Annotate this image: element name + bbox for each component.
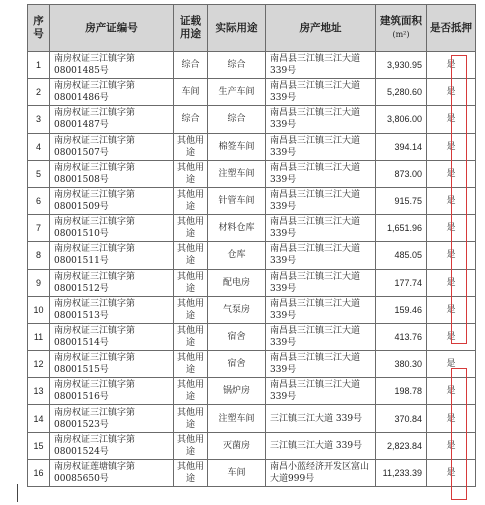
mortgaged-value: 是 (446, 331, 456, 342)
actual-use: 灭菌房 (208, 432, 266, 459)
actual-use: 生产车间 (208, 79, 266, 106)
floor-area: 394.14 (376, 133, 427, 160)
header-area (376, 5, 427, 52)
row-number: 5 (28, 160, 50, 187)
cert-number: 南房权证莲塘镇字第00085650号 (50, 459, 174, 486)
cert-number: 南房权证三江镇字第08001510号 (50, 215, 174, 242)
property-address: 南昌县三江镇三江大道339号 (266, 160, 376, 187)
row-number: 10 (28, 296, 50, 323)
mortgaged-flag (427, 296, 476, 323)
cert-use: 其他用途 (174, 459, 208, 486)
cert-number: 南房权证三江镇字第08001508号 (50, 160, 174, 187)
cert-number: 南房权证三江镇字第08001509号 (50, 187, 174, 214)
table-row (28, 296, 476, 323)
property-address: 南昌县三江镇三江大道339号 (266, 52, 376, 79)
floor-area: 873.00 (376, 160, 427, 187)
cert-use: 综合 (174, 52, 208, 79)
table-row (28, 187, 476, 214)
row-number: 6 (28, 187, 50, 214)
actual-use: 注塑车间 (208, 160, 266, 187)
mortgaged-value: 是 (446, 304, 456, 315)
mortgaged-flag (427, 269, 476, 296)
mortgaged-flag (427, 459, 476, 486)
property-table (27, 4, 476, 487)
row-number: 8 (28, 242, 50, 269)
row-number: 4 (28, 133, 50, 160)
header-area-unit: (m²) (392, 30, 410, 39)
cert-number: 南房权证三江镇字第08001487号 (50, 106, 174, 133)
table-row (28, 215, 476, 242)
cert-number: 南房权证三江镇字第08001515号 (50, 351, 174, 378)
table-row (28, 269, 476, 296)
floor-area: 177.74 (376, 269, 427, 296)
floor-area: 5,280.60 (376, 79, 427, 106)
floor-area: 1,651.96 (376, 215, 427, 242)
row-number: 3 (28, 106, 50, 133)
actual-use: 配电房 (208, 269, 266, 296)
table-row (28, 351, 476, 378)
table-row (28, 378, 476, 405)
cert-number: 南房权证三江镇字第08001512号 (50, 269, 174, 296)
cert-number: 南房权证三江镇字第08001507号 (50, 133, 174, 160)
page-edge-mark (17, 484, 18, 502)
floor-area: 915.75 (376, 187, 427, 214)
row-number: 15 (28, 432, 50, 459)
actual-use: 气泵房 (208, 296, 266, 323)
header-seq: 序号 (28, 5, 50, 52)
header-address: 房产地址 (266, 5, 376, 52)
row-number: 12 (28, 351, 50, 378)
actual-use: 棉签车间 (208, 133, 266, 160)
mortgaged-value: 是 (446, 386, 456, 397)
property-address: 南昌县三江镇三江大道339号 (266, 215, 376, 242)
property-address: 南昌县三江镇三江大道339号 (266, 378, 376, 405)
header-actual-use: 实际用途 (208, 5, 266, 52)
mortgaged-flag (427, 432, 476, 459)
actual-use: 综合 (208, 106, 266, 133)
table-body (28, 52, 476, 487)
floor-area: 2,823.84 (376, 432, 427, 459)
mortgaged-value: 是 (446, 196, 456, 207)
actual-use: 针管车间 (208, 187, 266, 214)
row-number: 2 (28, 79, 50, 106)
property-address: 南昌县三江镇三江大道339号 (266, 242, 376, 269)
cert-use: 其他用途 (174, 432, 208, 459)
property-address: 南昌县三江镇三江大道339号 (266, 296, 376, 323)
property-address: 南昌县三江镇三江大道339号 (266, 187, 376, 214)
cert-number: 南房权证三江镇字第08001513号 (50, 296, 174, 323)
mortgaged-flag (427, 79, 476, 106)
cert-use: 其他用途 (174, 351, 208, 378)
mortgaged-value: 是 (446, 168, 456, 179)
row-number: 7 (28, 215, 50, 242)
header-cert: 房产证编号 (50, 5, 174, 52)
row-number: 11 (28, 323, 50, 350)
mortgaged-value: 是 (446, 359, 456, 370)
property-address: 南昌县三江镇三江大道339号 (266, 269, 376, 296)
cert-use: 其他用途 (174, 215, 208, 242)
table-row (28, 133, 476, 160)
actual-use: 车间 (208, 459, 266, 486)
cert-use: 其他用途 (174, 296, 208, 323)
header-cert-use: 证载用途 (174, 5, 208, 52)
cert-number: 南房权证三江镇字第08001516号 (50, 378, 174, 405)
cert-number: 南房权证三江镇字第08001514号 (50, 323, 174, 350)
row-number: 9 (28, 269, 50, 296)
mortgaged-flag (427, 187, 476, 214)
property-address: 南昌小蓝经济开发区富山大道999号 (266, 459, 376, 486)
table-row (28, 79, 476, 106)
cert-use: 其他用途 (174, 323, 208, 350)
table-row (28, 459, 476, 486)
cert-use: 其他用途 (174, 187, 208, 214)
property-address: 南昌县三江镇三江大道339号 (266, 133, 376, 160)
mortgaged-value: 是 (446, 413, 456, 424)
mortgaged-value: 是 (446, 114, 456, 125)
property-address: 南昌县三江镇三江大道339号 (266, 106, 376, 133)
mortgaged-value: 是 (446, 250, 456, 261)
cert-use: 其他用途 (174, 160, 208, 187)
mortgaged-flag (427, 106, 476, 133)
cert-number: 南房权证三江镇字第08001485号 (50, 52, 174, 79)
cert-use: 其他用途 (174, 242, 208, 269)
table-row (28, 405, 476, 432)
cert-use: 其他用途 (174, 378, 208, 405)
mortgaged-value: 是 (446, 60, 456, 71)
floor-area: 380.30 (376, 351, 427, 378)
actual-use: 仓库 (208, 242, 266, 269)
floor-area: 11,233.39 (376, 459, 427, 486)
property-address: 南昌县三江镇三江大道339号 (266, 323, 376, 350)
actual-use: 材料仓库 (208, 215, 266, 242)
property-address: 三江镇三江大道 339号 (266, 432, 376, 459)
header-area-label: 建筑面积 (380, 15, 422, 27)
table-row (28, 242, 476, 269)
cert-use: 其他用途 (174, 405, 208, 432)
table-row (28, 323, 476, 350)
mortgaged-flag (427, 215, 476, 242)
table-row (28, 52, 476, 79)
cert-use: 其他用途 (174, 269, 208, 296)
mortgaged-flag (427, 52, 476, 79)
floor-area: 485.05 (376, 242, 427, 269)
row-number: 16 (28, 459, 50, 486)
cert-number: 南房权证三江镇字第08001523号 (50, 405, 174, 432)
floor-area: 413.76 (376, 323, 427, 350)
mortgaged-value: 是 (446, 467, 456, 478)
mortgaged-flag (427, 133, 476, 160)
cert-number: 南房权证三江镇字第08001486号 (50, 79, 174, 106)
floor-area: 3,806.00 (376, 106, 427, 133)
table-header-row (28, 5, 476, 52)
property-address: 南昌县三江镇三江大道339号 (266, 79, 376, 106)
property-address: 三江镇三江大道 339号 (266, 405, 376, 432)
mortgaged-flag (427, 351, 476, 378)
actual-use: 锅炉房 (208, 378, 266, 405)
actual-use: 宿舍 (208, 351, 266, 378)
mortgaged-value: 是 (446, 87, 456, 98)
mortgaged-value: 是 (446, 223, 456, 234)
floor-area: 159.46 (376, 296, 427, 323)
actual-use: 宿舍 (208, 323, 266, 350)
mortgaged-flag (427, 405, 476, 432)
table-row (28, 160, 476, 187)
mortgaged-value: 是 (446, 277, 456, 288)
mortgaged-flag (427, 378, 476, 405)
actual-use: 综合 (208, 52, 266, 79)
cert-use: 其他用途 (174, 133, 208, 160)
mortgaged-value: 是 (446, 141, 456, 152)
property-table-container (27, 4, 475, 487)
cert-use: 综合 (174, 106, 208, 133)
mortgaged-flag (427, 323, 476, 350)
table-row (28, 432, 476, 459)
table-row (28, 106, 476, 133)
cert-use: 车间 (174, 79, 208, 106)
row-number: 13 (28, 378, 50, 405)
row-number: 14 (28, 405, 50, 432)
floor-area: 3,930.95 (376, 52, 427, 79)
floor-area: 198.78 (376, 378, 427, 405)
header-mortgaged: 是否抵押 (427, 5, 476, 52)
mortgaged-flag (427, 160, 476, 187)
cert-number: 南房权证三江镇字第08001511号 (50, 242, 174, 269)
floor-area: 370.84 (376, 405, 427, 432)
mortgaged-flag (427, 242, 476, 269)
cert-number: 南房权证三江镇字第08001524号 (50, 432, 174, 459)
row-number: 1 (28, 52, 50, 79)
actual-use: 注塑车间 (208, 405, 266, 432)
mortgaged-value: 是 (446, 440, 456, 451)
property-address: 南昌县三江镇三江大道339号 (266, 351, 376, 378)
